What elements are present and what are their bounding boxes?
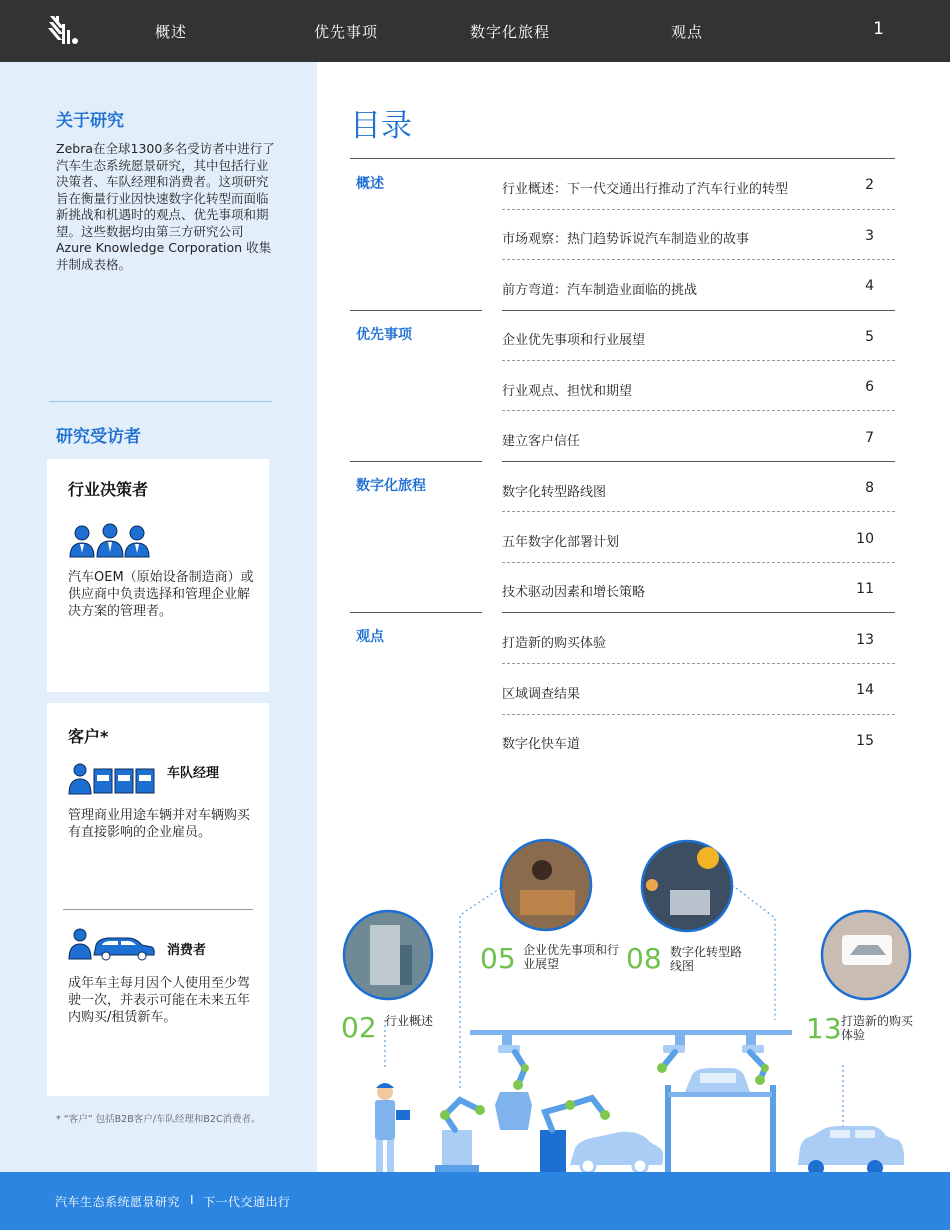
left-divider — [49, 401, 272, 402]
toc-item-rule — [502, 562, 895, 563]
toc-item-rule — [502, 410, 895, 411]
step-label: 打造新的购买体验 — [841, 1014, 914, 1042]
people-group-icon — [68, 523, 152, 559]
zebra-logo-icon[interactable] — [46, 14, 80, 48]
toc-item-rule — [502, 511, 895, 512]
toc-title: 目录 — [350, 108, 412, 144]
footer-bar — [0, 1172, 950, 1230]
toc-item-page[interactable]: 3 — [865, 228, 874, 244]
step-label: 数字化转型路线图 — [670, 945, 743, 973]
toc-item-page[interactable]: 13 — [856, 632, 874, 648]
toc-item[interactable]: 区域调查结果 — [502, 687, 581, 702]
toc-section-rule — [350, 612, 482, 613]
toc-item-page[interactable]: 11 — [856, 581, 874, 597]
factory-illustration — [330, 830, 940, 1175]
toc-item-page[interactable]: 2 — [865, 177, 874, 193]
toc-item[interactable]: 数字化转型路线图 — [502, 485, 607, 500]
page-number: 1 — [873, 19, 884, 39]
toc-item-page[interactable]: 5 — [865, 329, 874, 345]
toc-item-page[interactable]: 10 — [856, 531, 874, 547]
customers-card — [47, 703, 269, 1096]
toc-item[interactable]: 行业概述：下一代交通出行推动了汽车行业的转型 — [502, 182, 789, 197]
toc-item[interactable]: 建立客户信任 — [502, 434, 581, 449]
step-label: 企业优先事项和行业展望 — [523, 943, 620, 971]
toc-item-rule — [502, 259, 895, 260]
top-nav-bar — [0, 0, 950, 62]
customers-footnote: * “客户” 包括B2B客户/车队经理和B2C消费者。 — [56, 1114, 261, 1125]
toc-item[interactable]: 数字化快车道 — [502, 737, 581, 752]
decision-makers-title: 行业决策者 — [68, 480, 149, 499]
toc-section-rule — [350, 158, 895, 159]
toc-item-rule — [502, 663, 895, 664]
toc-item-page[interactable]: 6 — [865, 379, 874, 395]
fleet-manager-label: 车队经理 — [167, 766, 220, 781]
toc-item-page[interactable]: 15 — [856, 733, 874, 749]
nav-priorities[interactable]: 优先事项 — [314, 23, 379, 41]
toc-item[interactable]: 企业优先事项和行业展望 — [502, 333, 646, 348]
nav-digital-journey[interactable]: 数字化旅程 — [470, 23, 551, 41]
toc-item-rule — [502, 714, 895, 715]
footer-separator: I — [190, 1193, 194, 1207]
consumer-label: 消费者 — [167, 943, 207, 958]
nav-overview[interactable]: 概述 — [155, 23, 188, 41]
step-number: 08 — [626, 942, 662, 975]
step-label: 行业概述 — [385, 1014, 434, 1028]
fleet-manager-icon — [68, 761, 158, 795]
footer-report-title: 汽车生态系统愿景研究 — [55, 1195, 181, 1209]
toc-item-page[interactable]: 4 — [865, 278, 874, 294]
nav-viewpoints[interactable]: 观点 — [671, 23, 704, 41]
toc-section-rule — [502, 310, 895, 311]
worker-laptop-photo — [501, 840, 591, 930]
consumer-car-icon — [68, 927, 156, 961]
step-number: 05 — [480, 942, 516, 975]
toc-item-rule — [502, 360, 895, 361]
toc-item[interactable]: 前方弯道：汽车制造业面临的挑战 — [502, 283, 698, 298]
toc-section-priorities[interactable]: 优先事项 — [356, 327, 412, 343]
toc-section-rule — [502, 612, 895, 613]
toc-item[interactable]: 市场观察：热门趋势诉说汽车制造业的故事 — [502, 232, 750, 247]
fleet-manager-text: 管理商业用途车辆并对车辆购买有直接影响的企业雇员。 — [68, 808, 251, 840]
toc-section-rule — [502, 461, 895, 462]
toc-item-page[interactable]: 8 — [865, 480, 874, 496]
card-divider — [63, 909, 253, 910]
toc-item[interactable]: 打造新的购买体验 — [502, 636, 607, 651]
toc-item[interactable]: 行业观点、担忧和期望 — [502, 384, 633, 399]
about-heading: 关于研究 — [56, 111, 124, 131]
decision-makers-card — [47, 459, 269, 692]
toc-item-page[interactable]: 14 — [856, 682, 874, 698]
toc-section-viewpoints[interactable]: 观点 — [356, 629, 384, 645]
toc-item-page[interactable]: 7 — [865, 430, 874, 446]
footer-subtitle: 下一代交通出行 — [203, 1195, 291, 1209]
customers-title: 客户* — [68, 727, 109, 746]
toc-item[interactable]: 技术驱动因素和增长策略 — [502, 585, 646, 600]
consumer-text: 成年车主每月因个人使用至少驾驶一次，并表示可能在未来五年内购买/租赁新车。 — [68, 976, 251, 1025]
decision-makers-text: 汽车OEM（原始设备制造商）或供应商中负责选择和管理企业解决方案的管理者。 — [68, 570, 254, 619]
step-number: 02 — [341, 1011, 377, 1044]
toc-section-rule — [350, 461, 482, 462]
toc-section-digital-journey[interactable]: 数字化旅程 — [356, 478, 426, 494]
respondents-heading: 研究受访者 — [56, 427, 141, 447]
toc-item-rule — [502, 209, 895, 210]
toc-section-overview[interactable]: 概述 — [356, 176, 384, 192]
toc-item[interactable]: 五年数字化部署计划 — [502, 535, 620, 550]
toc-section-rule — [350, 310, 482, 311]
about-text: Zebra在全球1300多名受访者中进行了汽车生态系统愿景研究，其中包括行业决策者、车队经理和消费者。这项研究旨在衡量行业因快速数字化转型而面临新挑战和机遇时的观点、优先事项和期望。这些数据均由第三方研究公司 Azure Knowledge Corporation 收集并制成表格。 — [56, 141, 275, 272]
step-number: 13 — [806, 1012, 842, 1045]
